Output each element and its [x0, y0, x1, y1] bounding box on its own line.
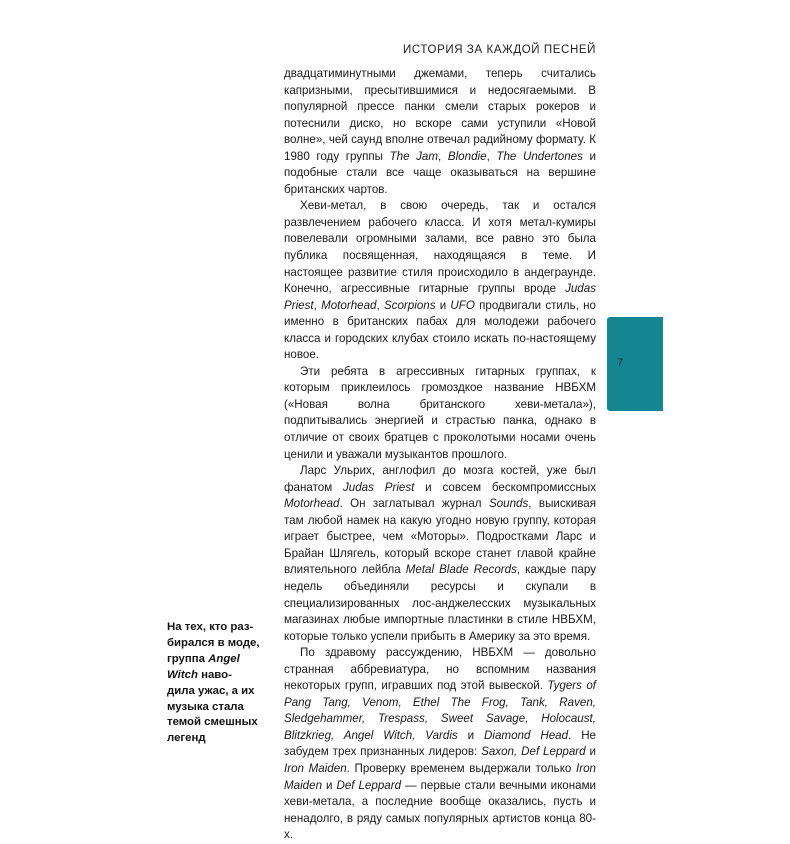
body-text [284, 66, 596, 844]
paragraph-2: Хеви-метал, в свою очередь, так и остался развлечением рабочего класса. И хотя метал-кумиры повелевали огромными залами, все равно это была публика посвященная, находящаяся в теме. И настоящее развитие стиля происходило в андеграунде. Конечно, агрессивные гитарные группы вроде Judas Priest, Motorhead, Scorpions и UFO продвигали стиль, но именно в британских пабах для молодежи рабочего класса и городских клубах стоило искать по-настоящему новое. [284, 199, 596, 362]
chapter-tab [607, 317, 663, 411]
chapter-number: 7 [617, 357, 624, 369]
running-head: ИСТОРИЯ ЗА КАЖДОЙ ПЕСНЕЙ [403, 44, 596, 56]
paragraph-3: Эти ребята в агрессивных гитарных группах, к которым приклеилось громоздкое название НВБХМ («Новая волна британского хеви-метала»), подпитывались энергией и страстью панка, однако в отличие от своих братцев с проколотыми носами очень ценили и уважали музыкантов прошлого. [284, 364, 596, 461]
margin-note: На тех, кто раз- бирался в моде, группа Angel Witch наво- дила ужас, а их музыка стала темой смешных легенд [167, 621, 260, 745]
paragraph-4: Ларс Ульрих, англофил до мозга костей, уже был фанатом Judas Priest и совсем бескомпромиссных Motorhead. Он заглатывал журнал Sounds, выискивая там любой намек на какую угодно новую группу, которая играет быстрее, чем «Моторы». Подростками Ларс и Брайан Шлягель, который вскоре станет главой крайне влиятельного лейбла Metal Blade Records, каждые пару недель объединяли ресурсы и скупали в специализированных лос-анджелесских музыкальных магазинах любые импортные пластинки в стиле НВБХМ, которые только успели прибыть в Америку за это время. [284, 464, 597, 643]
paragraph-5: По здравому рассуждению, НВБХМ — довольно странная аббревиатура, но вспомним названия некоторых групп, игравших под этой вывеской. Tygers of Pang Tang, Venom, Ethel The Frog, Tank, Raven, Sledgehammer, Trespass, Sweet Savage, Holocaust, Blitzkrieg, Angel Witch, Vardis и Diamond Head. Не забудем трех признанных лидеров: Saxon, Def Leppard и Iron Maiden. Проверку временем выдержали только Iron Maiden и Def Leppard — первые стали вечными иконами хеви-метала, а последние вообще оказались, пусть и ненадолго, в ряду самых популярных артистов конца 80-х. [284, 646, 597, 842]
paragraph-1: двадцатиминутными джемами, теперь считались капризными, пресытившимися и недосягаемыми. В популярной прессе панки смели старых рокеров и потеснили диско, но вскоре сами уступили «Новой волне», чей саунд вполне отвечал радийному формату. К 1980 году группы The Jam, Blondie, The Undertones и подобные стали все чаще оказываться на вершине британских чартов. [284, 67, 596, 196]
